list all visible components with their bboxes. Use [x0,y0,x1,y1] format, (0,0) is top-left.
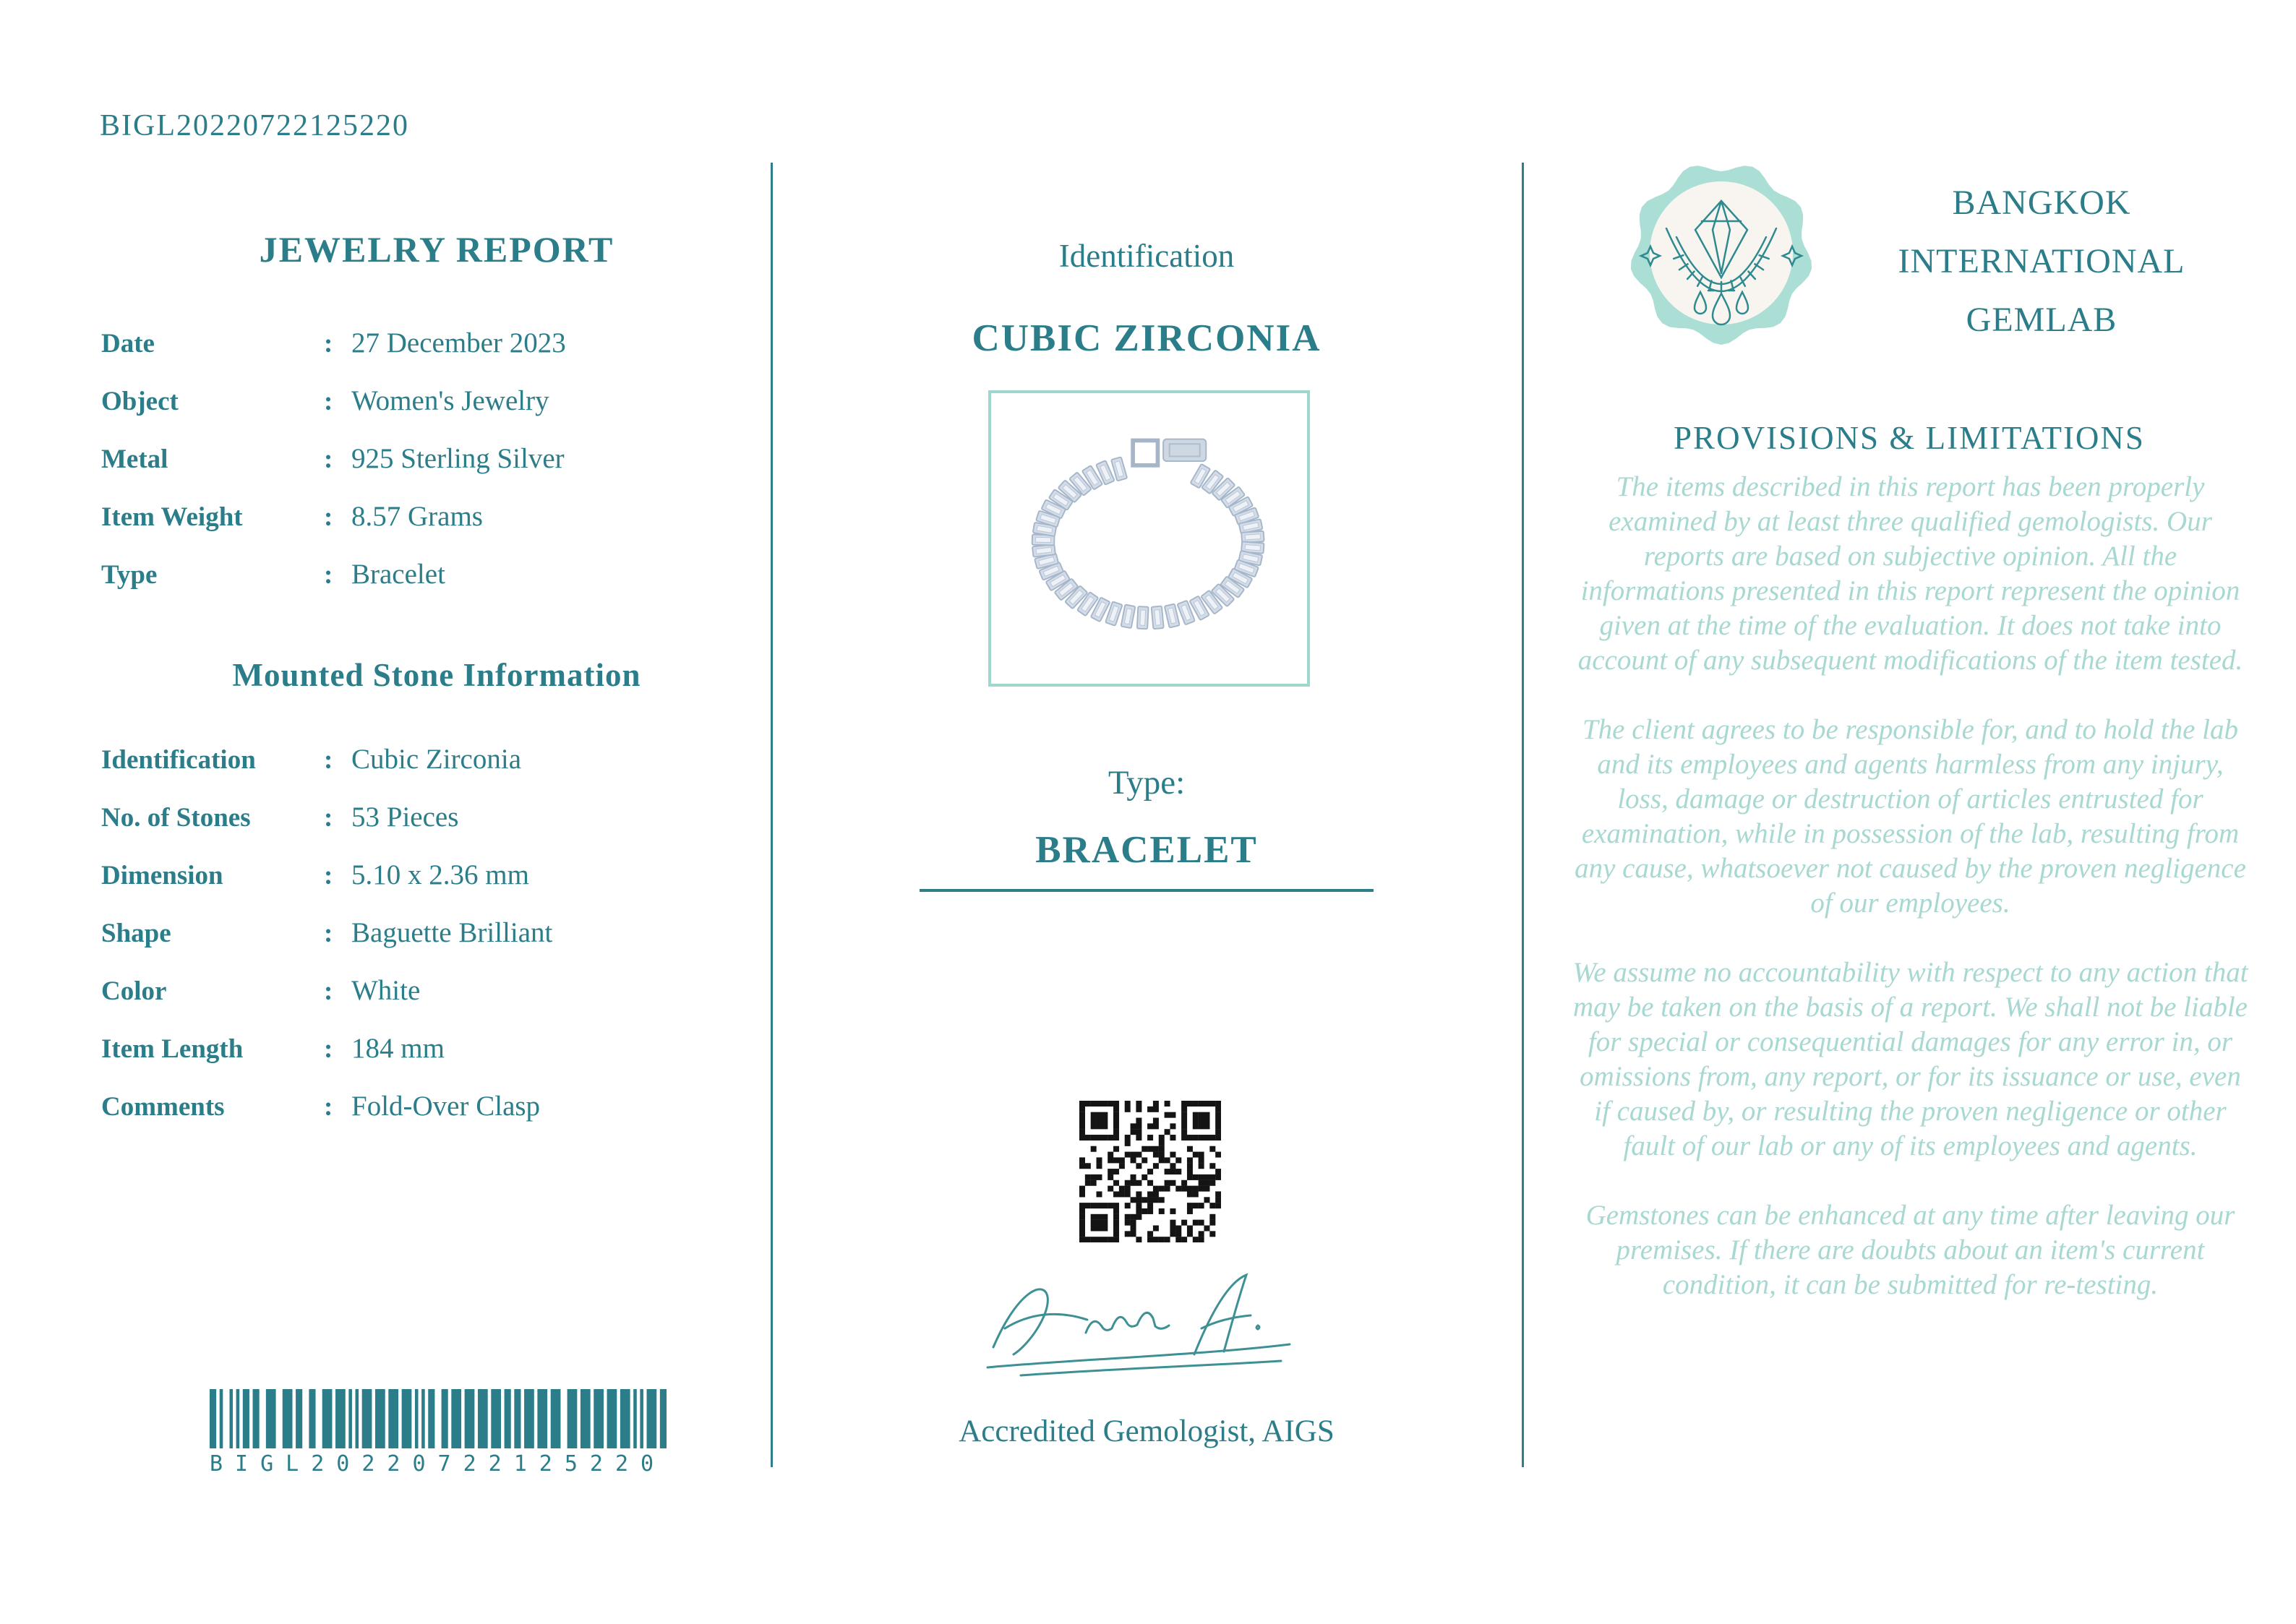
provisions-paragraph: We assume no accountability with respect to any action that may be taken on the basis of a report. We shall not be liable for special or consequential damages for any error in, or omissions from, any report, or for its issuance or use, even if caused by, or resulting the proven negligence or other fault of our lab or any of its employees and agents. [1572,957,2248,1161]
column-divider-right [1522,163,1524,1467]
field-colon: : [324,444,333,474]
type-value: BRACELET [1035,829,1258,871]
field-value: Bracelet [351,559,445,590]
field-value: Baguette Brilliant [351,917,553,948]
type-underline [920,889,1374,892]
field-colon: : [324,976,333,1006]
stone-fields [101,743,766,1148]
org-name-line: GEMLAB [1966,301,2117,339]
field-colon: : [324,745,333,775]
field-value: 53 Pieces [351,802,459,833]
field-value: Fold-Over Clasp [351,1091,541,1122]
field-row [101,327,766,384]
field-row [101,442,766,500]
credential-text: Accredited Gemologist, AIGS [959,1414,1335,1448]
barcode-text: BIGL20220722125220 [210,1451,667,1477]
field-label: Color [101,976,167,1006]
field-label: Metal [101,444,168,474]
field-label: Type [101,560,158,590]
field-colon: : [324,1034,333,1064]
stone-section-heading: Mounted Stone Information [232,657,641,693]
provisions-paragraph: Gemstones can be enhanced at any time after leaving our premises. If there are doubts about an item's current condition, it can be submitted for re-testing. [1585,1200,2235,1300]
field-label: Shape [101,919,171,948]
field-label: No. of Stones [101,803,251,833]
barcode-icon [210,1389,667,1448]
field-label: Date [101,329,155,358]
field-row [101,916,766,974]
bracelet-photo [998,400,1301,676]
field-colon: : [324,1092,333,1122]
provisions-title: PROVISIONS & LIMITATIONS [1674,420,2145,456]
org-name-line: BANGKOK [1952,184,2131,222]
field-colon: : [324,919,333,948]
field-colon: : [324,329,333,358]
field-row [101,1090,766,1148]
field-row [101,558,766,616]
barcode [210,1389,667,1477]
field-row [101,974,766,1032]
field-row [101,859,766,916]
item-fields [101,327,766,616]
field-value: 27 December 2023 [351,327,566,358]
report-number: BIGL20220722125220 [100,109,409,142]
field-value: Women's Jewelry [351,385,549,416]
field-colon: : [324,803,333,833]
field-value: Cubic Zirconia [351,744,522,775]
field-label: Item Length [101,1034,244,1064]
provisions-paragraph: The items described in this report has been properly examined by at least three qualified gemologists. Our reports are based on subjective opinion. All the informations presented in this report represent the opinion given at the time of the evaluation. It does not take into account of any subsequent modifications of the item tested. [1577,471,2243,676]
identification-value: CUBIC ZIRCONIA [972,317,1322,359]
field-colon: : [324,387,333,416]
provisions-paragraph: The client agrees to be responsible for, and to hold the lab and its employees and agents harmless from any injury, loss, damage or destruction of articles entrusted for examination, while in possession of the lab, resulting from any cause, whatsoever not caused by the proven negligence of our employees. [1575,714,2246,919]
field-value: 184 mm [351,1033,445,1064]
provisions-paragraphs [1569,470,2252,1337]
org-name [1820,173,2263,349]
identification-label: Identification [1058,238,1235,274]
field-row [101,500,766,558]
field-value: White [351,975,421,1006]
type-label: Type: [1108,764,1186,802]
page-title: JEWELRY REPORT [259,229,614,270]
field-row [101,743,766,801]
specimen-photo-frame [988,390,1310,687]
org-name-line: INTERNATIONAL [1898,242,2185,280]
field-colon: : [324,861,333,890]
field-value: 5.10 x 2.36 mm [351,859,529,890]
field-value: 925 Sterling Silver [351,443,565,474]
field-label: Item Weight [101,502,243,532]
field-row [101,801,766,859]
field-label: Comments [101,1092,225,1122]
field-label: Dimension [101,861,223,890]
gemologist-signature [977,1259,1321,1393]
field-row [101,384,766,442]
field-label: Identification [101,745,256,775]
field-value: 8.57 Grams [351,501,483,532]
field-colon: : [324,502,333,532]
gemlab-logo-icon [1629,160,1814,345]
qr-code-icon [1079,1101,1221,1242]
field-row [101,1032,766,1090]
field-colon: : [324,560,333,590]
field-label: Object [101,387,179,416]
